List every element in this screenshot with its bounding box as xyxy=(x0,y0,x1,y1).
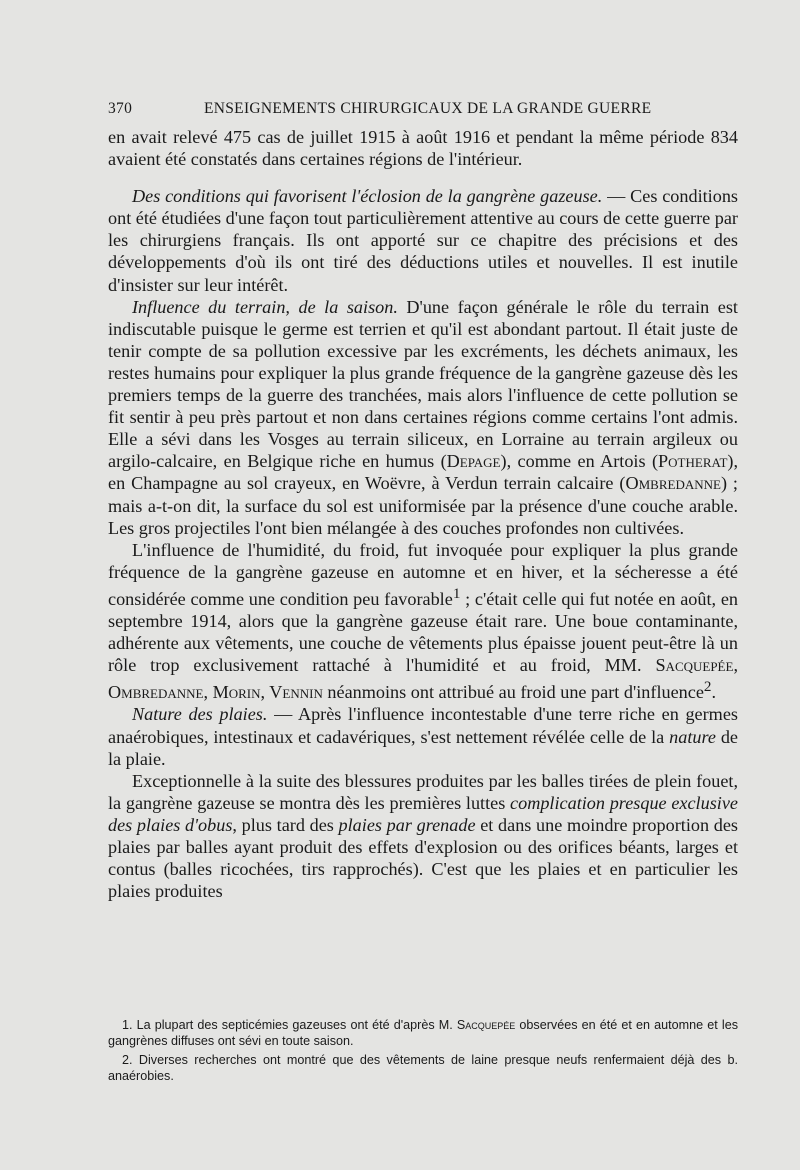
paragraph-nature: Nature des plaies. — Après l'influence incontestable d'une terre riche en germes anaérobiques, intestinaux et cadavériques, s'est nettement révélée celle de la nature de la plaie. xyxy=(108,704,739,769)
footnote-ref-2: 2 xyxy=(703,678,712,696)
section-heading-conditions: Des conditions qui favorisent l'éclosion de la gangrène gazeuse. xyxy=(132,186,603,207)
running-title: ENSEIGNEMENTS CHIRURGICAUX DE LA GRANDE GUERRE xyxy=(204,100,652,117)
footnote-2: 2. Diverses recherches ont montré que des vêtements de laine presque neufs renfermaient déjà des b. anaérobies. xyxy=(108,1053,738,1083)
paragraph-conditions: Des conditions qui favorisent l'éclosion de la gangrène gazeuse. — Ces conditions ont été étudiées d'une façon tout particulièrement attentive au cours de cette guerre par les chirurgiens français. Ils ont apporté sur ce chapitre des précisions et des développements d'où ils ont tiré des déductions utiles et nouvelles. Il est inutile d'insister sur leur intérêt. xyxy=(108,186,739,295)
footnotes xyxy=(108,1018,738,1088)
page-number: 370 xyxy=(108,100,133,117)
section-heading-terrain: Influence du terrain, de la saison. xyxy=(132,296,398,317)
author-name: Ombredanne xyxy=(625,473,721,494)
footnote-ref-1: 1 xyxy=(452,584,461,602)
author-names: Sacquepée, Ombredanne, Morin, Vennin xyxy=(108,655,738,703)
paragraph-humidity: L'influence de l'humidité, du froid, fut invoquée pour expliquer la plus grande fréquence de la gangrène gazeuse en automne et en hiver, et la sécheresse a été considérée comme une condition peu favorable$^1$ ; c'était celle qui fut notée en août, en septembre 1914, alors que la gangrène gazeuse était rare. Une boue contaminante, adhérente aux vêtements, une couche de vêtements plus épaisse jouent peut-être là un rôle trop exclusivement rattaché à l'humidité et au froid, MM. Sacquepée, Ombredanne, Morin, Vennin néanmoins ont attribué au froid une part d'influence$^2$. xyxy=(108,539,738,703)
body-text xyxy=(108,126,738,902)
paragraph-terrain: Influence du terrain, de la saison. D'une façon générale le rôle du terrain est indiscutable puisque le germe est terrien et qu'il est abondant partout. Il était juste de tenir compte de sa pollution excessive par les excréments, les déchets animaux, les restes humains pour expliquer la plus grande fréquence de la gangrène gazeuse dès les premiers temps de la guerre des tranchées, mais alors l'influence de cette pollution se fit sentir à peu près partout et non dans certaines régions comme certains l'ont admis. Elle a sévi dans les Vosges au terrain siliceux, en Lorraine au terrain argileux ou argilo-calcaire, en Belgique riche en humus (Depage), comme en Artois (Potherat), en Champagne au sol crayeux, en Woëvre, à Verdun terrain calcaire (Ombredanne) ; mais a-t-on dit, la surface du sol est uniformisée par la présence d'une couche arable. Les gros projectiles l'ont bien mélangée à des couches profondes non cultivées. xyxy=(108,296,738,538)
footnote-1: 1. La plupart des septicémies gazeuses ont été d'après M. Sacquepée observées en été et en automne et les gangrènes diffuses ont sévi en toute saison. xyxy=(108,1018,738,1048)
section-heading-nature: Nature des plaies. xyxy=(132,704,268,725)
running-header xyxy=(108,100,738,122)
paragraph-1: en avait relevé 475 cas de juillet 1915 à août 1916 et pendant la même période 834 avaient été constatés dans certaines régions de l'intérieur. xyxy=(108,127,738,170)
author-name: Depage xyxy=(446,451,501,472)
author-name: Sacquepée xyxy=(456,1018,516,1032)
author-name: Potherat xyxy=(658,451,728,472)
paragraph-exceptional: Exceptionnelle à la suite des blessures produites par les balles tirées de plein fouet, la gangrène gazeuse se montra dès les premières luttes complication presque exclusive des plaies d'obus, plus tard des plaies par grenade et dans une moindre proportion des plaies par balles ayant produit des effets d'explosion ou des orifices béants, larges et contus (balles ricochées, tirs rapprochés). C'est que les plaies et en particulier les plaies produites xyxy=(108,770,738,902)
